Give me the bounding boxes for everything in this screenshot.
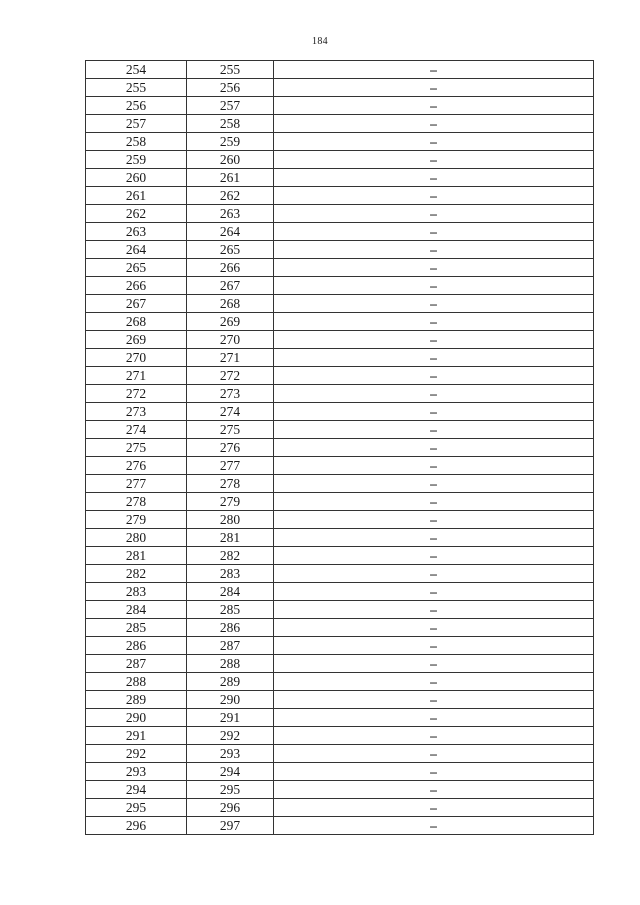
cell-col1: 265 xyxy=(86,259,187,277)
cell-col1: 258 xyxy=(86,133,187,151)
cell-col1: 288 xyxy=(86,673,187,691)
table-row xyxy=(86,655,594,673)
cell-col1: 285 xyxy=(86,619,187,637)
cell-col3: – xyxy=(274,439,594,457)
table-row xyxy=(86,313,594,331)
table-row xyxy=(86,367,594,385)
cell-col1: 281 xyxy=(86,547,187,565)
cell-col1: 284 xyxy=(86,601,187,619)
cell-col2: 279 xyxy=(187,493,274,511)
table-row xyxy=(86,169,594,187)
cell-col1: 263 xyxy=(86,223,187,241)
cell-col1: 269 xyxy=(86,331,187,349)
cell-col2: 263 xyxy=(187,205,274,223)
table-row xyxy=(86,223,594,241)
cell-col2: 282 xyxy=(187,547,274,565)
cell-col1: 267 xyxy=(86,295,187,313)
cell-col3: – xyxy=(274,403,594,421)
cell-col1: 264 xyxy=(86,241,187,259)
cell-col3: – xyxy=(274,817,594,835)
table-row xyxy=(86,817,594,835)
cell-col2: 258 xyxy=(187,115,274,133)
cell-col1: 296 xyxy=(86,817,187,835)
cell-col3: – xyxy=(274,727,594,745)
cell-col2: 265 xyxy=(187,241,274,259)
cell-col1: 262 xyxy=(86,205,187,223)
table-row xyxy=(86,547,594,565)
table-row xyxy=(86,475,594,493)
cell-col2: 285 xyxy=(187,601,274,619)
cell-col1: 282 xyxy=(86,565,187,583)
table-row xyxy=(86,511,594,529)
cell-col1: 260 xyxy=(86,169,187,187)
table-row xyxy=(86,691,594,709)
cell-col3: – xyxy=(274,673,594,691)
table-row xyxy=(86,133,594,151)
cell-col1: 272 xyxy=(86,385,187,403)
cell-col1: 255 xyxy=(86,79,187,97)
cell-col3: – xyxy=(274,205,594,223)
cell-col1: 261 xyxy=(86,187,187,205)
cell-col2: 291 xyxy=(187,709,274,727)
cell-col2: 270 xyxy=(187,331,274,349)
cell-col3: – xyxy=(274,97,594,115)
cell-col1: 278 xyxy=(86,493,187,511)
cell-col3: – xyxy=(274,61,594,79)
cell-col2: 278 xyxy=(187,475,274,493)
table-row xyxy=(86,799,594,817)
cell-col2: 276 xyxy=(187,439,274,457)
cell-col2: 271 xyxy=(187,349,274,367)
cell-col3: – xyxy=(274,367,594,385)
cell-col2: 256 xyxy=(187,79,274,97)
cell-col3: – xyxy=(274,277,594,295)
table-row xyxy=(86,403,594,421)
cell-col2: 262 xyxy=(187,187,274,205)
cell-col3: – xyxy=(274,583,594,601)
cell-col2: 273 xyxy=(187,385,274,403)
table-row xyxy=(86,493,594,511)
cell-col1: 291 xyxy=(86,727,187,745)
table-row xyxy=(86,187,594,205)
table-row xyxy=(86,781,594,799)
cell-col3: – xyxy=(274,79,594,97)
cell-col2: 290 xyxy=(187,691,274,709)
cell-col3: – xyxy=(274,475,594,493)
cell-col2: 257 xyxy=(187,97,274,115)
cell-col2: 281 xyxy=(187,529,274,547)
table-row xyxy=(86,529,594,547)
table-row xyxy=(86,709,594,727)
table-row xyxy=(86,439,594,457)
page-number: 184 xyxy=(312,36,328,47)
cell-col3: – xyxy=(274,187,594,205)
cell-col2: 272 xyxy=(187,367,274,385)
cell-col1: 274 xyxy=(86,421,187,439)
cell-col1: 257 xyxy=(86,115,187,133)
cell-col3: – xyxy=(274,241,594,259)
table-row xyxy=(86,727,594,745)
cell-col3: – xyxy=(274,331,594,349)
cell-col3: – xyxy=(274,349,594,367)
cell-col2: 269 xyxy=(187,313,274,331)
cell-col3: – xyxy=(274,133,594,151)
table-row xyxy=(86,97,594,115)
cell-col3: – xyxy=(274,115,594,133)
cell-col2: 287 xyxy=(187,637,274,655)
cell-col1: 293 xyxy=(86,763,187,781)
cell-col2: 292 xyxy=(187,727,274,745)
table-row xyxy=(86,457,594,475)
cell-col2: 275 xyxy=(187,421,274,439)
table-row xyxy=(86,637,594,655)
cell-col1: 273 xyxy=(86,403,187,421)
cell-col3: – xyxy=(274,295,594,313)
cell-col1: 294 xyxy=(86,781,187,799)
cell-col3: – xyxy=(274,457,594,475)
cell-col1: 259 xyxy=(86,151,187,169)
cell-col1: 270 xyxy=(86,349,187,367)
cell-col3: – xyxy=(274,601,594,619)
cell-col2: 280 xyxy=(187,511,274,529)
cell-col1: 256 xyxy=(86,97,187,115)
cell-col3: – xyxy=(274,763,594,781)
table-row xyxy=(86,421,594,439)
table-row xyxy=(86,385,594,403)
cell-col2: 277 xyxy=(187,457,274,475)
cell-col2: 293 xyxy=(187,745,274,763)
table-row xyxy=(86,277,594,295)
table-row xyxy=(86,565,594,583)
cell-col1: 254 xyxy=(86,61,187,79)
cell-col2: 260 xyxy=(187,151,274,169)
table-row xyxy=(86,241,594,259)
cell-col2: 295 xyxy=(187,781,274,799)
table-row xyxy=(86,205,594,223)
cell-col2: 296 xyxy=(187,799,274,817)
cell-col3: – xyxy=(274,169,594,187)
cell-col3: – xyxy=(274,745,594,763)
cell-col1: 275 xyxy=(86,439,187,457)
table-body xyxy=(86,61,594,835)
cell-col1: 290 xyxy=(86,709,187,727)
cell-col1: 279 xyxy=(86,511,187,529)
cell-col2: 261 xyxy=(187,169,274,187)
cell-col1: 283 xyxy=(86,583,187,601)
table-row xyxy=(86,763,594,781)
data-table xyxy=(85,60,594,835)
cell-col2: 297 xyxy=(187,817,274,835)
cell-col3: – xyxy=(274,313,594,331)
cell-col3: – xyxy=(274,259,594,277)
cell-col3: – xyxy=(274,781,594,799)
cell-col2: 289 xyxy=(187,673,274,691)
cell-col3: – xyxy=(274,151,594,169)
cell-col3: – xyxy=(274,709,594,727)
cell-col1: 289 xyxy=(86,691,187,709)
table-row xyxy=(86,151,594,169)
cell-col2: 288 xyxy=(187,655,274,673)
table-row xyxy=(86,349,594,367)
table-row xyxy=(86,295,594,313)
cell-col3: – xyxy=(274,223,594,241)
cell-col3: – xyxy=(274,385,594,403)
cell-col3: – xyxy=(274,565,594,583)
cell-col3: – xyxy=(274,511,594,529)
table-row xyxy=(86,583,594,601)
cell-col3: – xyxy=(274,691,594,709)
cell-col3: – xyxy=(274,493,594,511)
cell-col3: – xyxy=(274,547,594,565)
cell-col2: 286 xyxy=(187,619,274,637)
table-row xyxy=(86,79,594,97)
cell-col3: – xyxy=(274,799,594,817)
cell-col1: 276 xyxy=(86,457,187,475)
cell-col2: 268 xyxy=(187,295,274,313)
cell-col3: – xyxy=(274,655,594,673)
cell-col2: 264 xyxy=(187,223,274,241)
cell-col1: 292 xyxy=(86,745,187,763)
cell-col2: 255 xyxy=(187,61,274,79)
cell-col2: 267 xyxy=(187,277,274,295)
cell-col1: 271 xyxy=(86,367,187,385)
table-row xyxy=(86,115,594,133)
cell-col1: 295 xyxy=(86,799,187,817)
cell-col2: 266 xyxy=(187,259,274,277)
cell-col2: 259 xyxy=(187,133,274,151)
cell-col3: – xyxy=(274,619,594,637)
cell-col1: 266 xyxy=(86,277,187,295)
cell-col1: 268 xyxy=(86,313,187,331)
cell-col1: 286 xyxy=(86,637,187,655)
cell-col1: 280 xyxy=(86,529,187,547)
table-row xyxy=(86,61,594,79)
table-row xyxy=(86,601,594,619)
table-row xyxy=(86,259,594,277)
table-row xyxy=(86,619,594,637)
cell-col1: 277 xyxy=(86,475,187,493)
cell-col2: 284 xyxy=(187,583,274,601)
cell-col3: – xyxy=(274,421,594,439)
cell-col2: 294 xyxy=(187,763,274,781)
table-row xyxy=(86,745,594,763)
cell-col2: 283 xyxy=(187,565,274,583)
cell-col1: 287 xyxy=(86,655,187,673)
cell-col3: – xyxy=(274,529,594,547)
table-row xyxy=(86,331,594,349)
table-row xyxy=(86,673,594,691)
cell-col3: – xyxy=(274,637,594,655)
cell-col2: 274 xyxy=(187,403,274,421)
